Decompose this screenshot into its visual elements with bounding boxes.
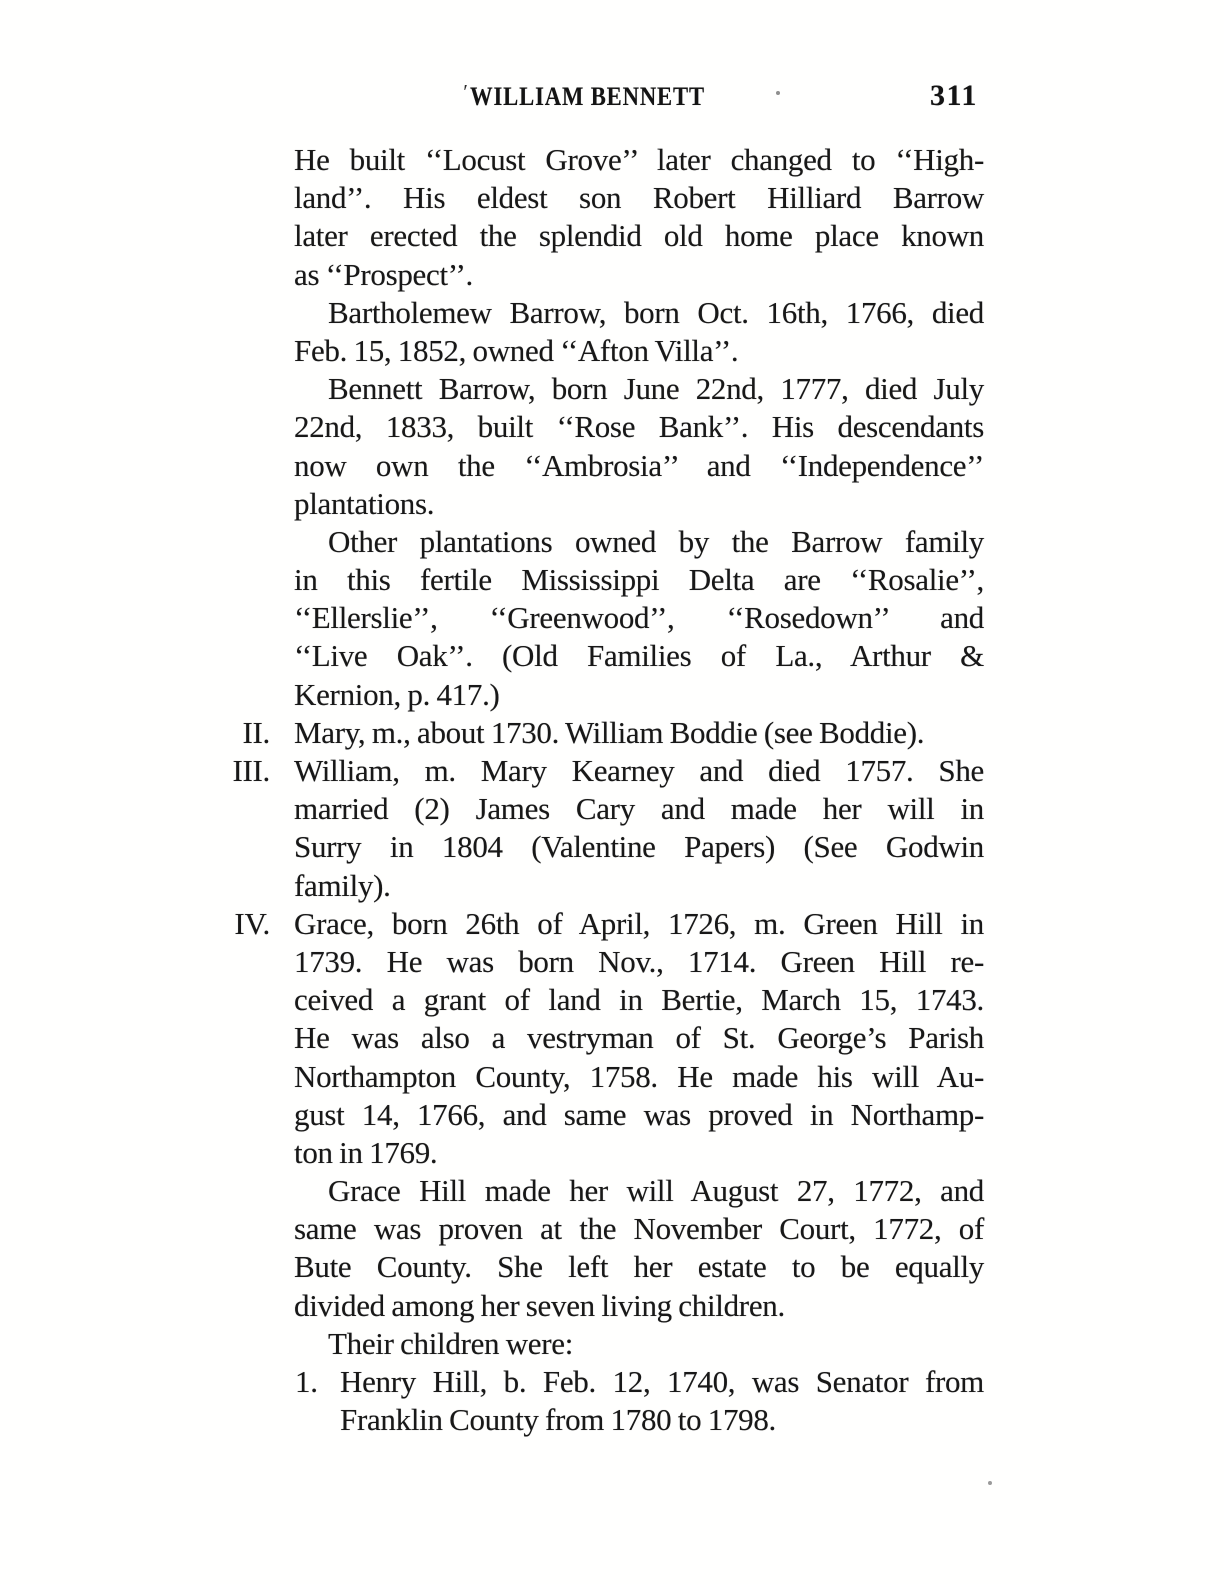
- text-line: later erected the splendid old home place known: [294, 218, 984, 254]
- text-line: land’’. His eldest son Robert Hilliard Barrow: [294, 180, 984, 216]
- list-item-IV: [234, 905, 984, 1172]
- text-line: in this fertile Mississippi Delta are ‘‘Rosalie’’,: [294, 562, 984, 598]
- text-line: Kernion, p. 417.): [294, 676, 500, 712]
- text-line: as ‘‘Prospect’’.: [294, 256, 473, 292]
- paragraph: [294, 294, 984, 370]
- text-line: Bute County. She left her estate to be equally: [294, 1249, 984, 1285]
- text-line: Henry Hill, b. Feb. 12, 1740, was Senator from: [340, 1364, 984, 1399]
- text-line: Mary, m., about 1730. William Boddie (see Boddie).: [294, 714, 925, 750]
- text-body: [232, 141, 984, 1439]
- paragraph: [294, 141, 984, 294]
- paragraph: [294, 1172, 984, 1325]
- text-line: Feb. 15, 1852, owned ‘‘Afton Villa’’.: [294, 332, 739, 368]
- text-line: ‘‘Ellerslie’’, ‘‘Greenwood’’, ‘‘Rosedown’’ and: [294, 600, 984, 636]
- paragraph: [294, 1325, 984, 1363]
- text-line: married (2) James Cary and made her will in: [294, 791, 984, 827]
- item-label: IV.: [234, 905, 270, 941]
- text-line: Surry in 1804 (Valentine Papers) (See Godwin: [294, 829, 984, 865]
- text-line: Grace, born 26th of April, 1726, m. Green Hill in: [294, 905, 984, 941]
- text-line: gust 14, 1766, and same was proved in Northamp-: [294, 1096, 984, 1132]
- numbered-item-1: [294, 1363, 984, 1439]
- text-line: Other plantations owned by the Barrow family: [328, 523, 984, 559]
- item-label: II.: [242, 714, 270, 750]
- text-line: Northampton County, 1758. He made his will Au-: [294, 1058, 984, 1094]
- text-line: Bennett Barrow, born June 22nd, 1777, died July: [328, 371, 984, 407]
- text-line: He was also a vestryman of St. George’s Parish: [294, 1020, 984, 1056]
- paragraph: [294, 370, 984, 523]
- text-line: 22nd, 1833, built ‘‘Rose Bank’’. His descendants: [294, 409, 984, 445]
- text-line: Their children were:: [328, 1325, 574, 1361]
- text-line: plantations.: [294, 485, 435, 521]
- text-line: now own the ‘‘Ambrosia’’ and ‘‘Independence’’: [294, 447, 984, 483]
- text-line: Franklin County from 1780 to 1798.: [340, 1402, 777, 1438]
- scan-artifact-speck: [988, 1481, 992, 1485]
- text-line: 1739. He was born Nov., 1714. Green Hill re-: [294, 943, 984, 979]
- list-item-II: [242, 714, 984, 752]
- text-line: He built ‘‘Locust Grove’’ later changed to ‘‘High-: [294, 142, 984, 177]
- scan-artifact-tick: ′: [462, 80, 467, 104]
- text-line: Grace Hill made her will August 27, 1772, and: [328, 1173, 984, 1209]
- text-line: ‘‘Live Oak’’. (Old Families of La., Arthur &: [294, 638, 984, 674]
- list-item-III: [232, 752, 984, 905]
- text-line: divided among her seven living children.: [294, 1287, 785, 1323]
- item-label: 1.: [295, 1364, 318, 1399]
- scan-artifact-dot: [776, 91, 780, 95]
- text-line: ton in 1769.: [294, 1134, 438, 1170]
- text-line: Bartholemew Barrow, born Oct. 16th, 1766, died: [328, 294, 984, 330]
- text-line: family).: [294, 867, 391, 903]
- page-number: 311: [930, 79, 978, 112]
- text-line: same was proven at the November Court, 1772, of: [294, 1211, 984, 1247]
- paragraph: [294, 523, 984, 714]
- running-head: WILLIAM BENNETT: [470, 82, 705, 111]
- text-line: William, m. Mary Kearney and died 1757. She: [294, 753, 984, 788]
- item-label: III.: [232, 753, 270, 788]
- text-line: ceived a grant of land in Bertie, March 15, 1743.: [294, 982, 984, 1018]
